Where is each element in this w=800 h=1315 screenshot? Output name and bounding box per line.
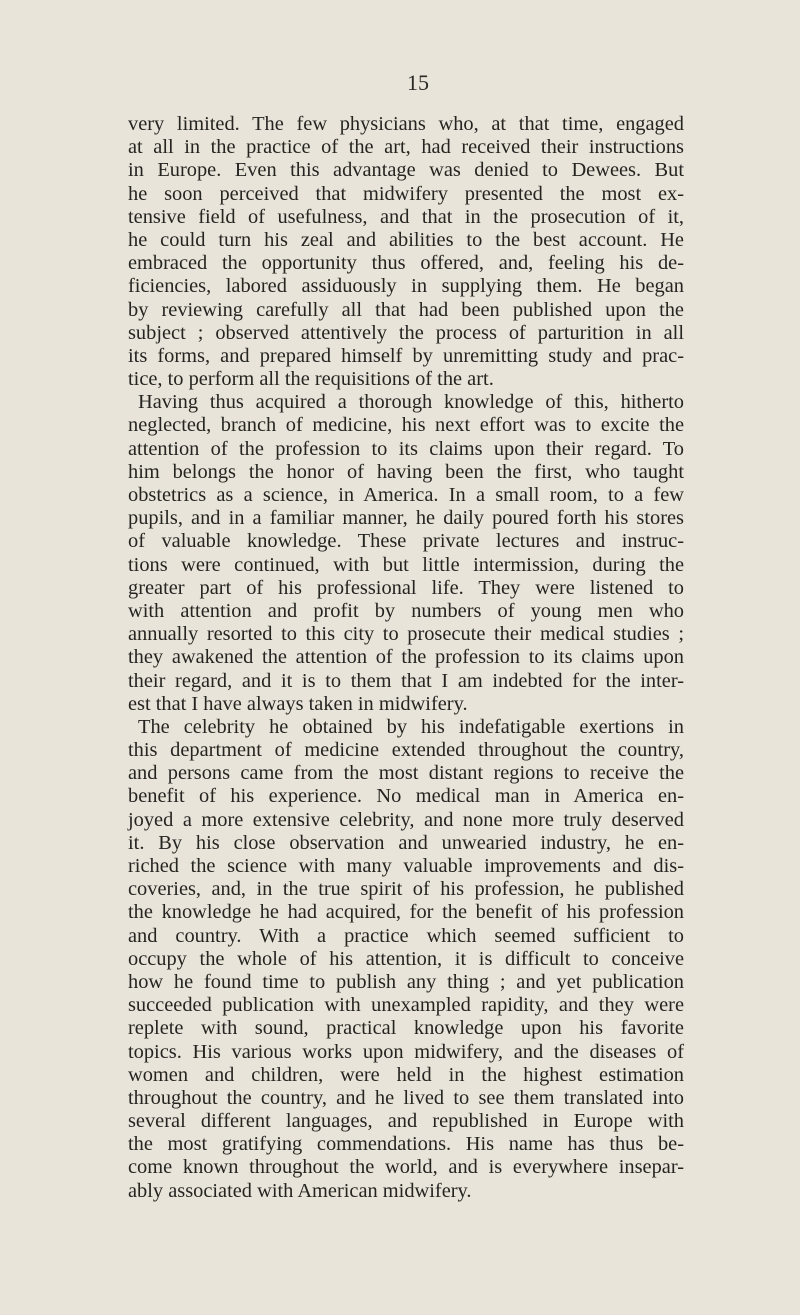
text-line: with attention and profit by numbers of young men who <box>128 599 684 622</box>
text-line: est that I have always taken in midwifery. <box>128 692 468 715</box>
text-line: obstetrics as a science, in America. In a small room, to a few <box>128 484 684 506</box>
text-line: come known throughout the world, and is everywhere insepar- <box>128 1156 684 1179</box>
text-line: riched the science with many valuable improvements and dis- <box>128 855 684 877</box>
page-number: 15 <box>407 70 429 95</box>
text-line: the knowledge he had acquired, for the benefit of his profession <box>128 901 684 924</box>
text-line: pupils, and in a familiar manner, he daily poured forth his stores <box>128 507 684 530</box>
text-line: in Europe. Even this advantage was denied to Dewees. But <box>128 159 684 182</box>
text-line: joyed a more extensive celebrity, and none more truly deserved <box>128 808 684 831</box>
text-line: benefit of his experience. No medical man in America en- <box>128 785 684 808</box>
text-line: very limited. The few physicians who, at that time, engaged <box>128 113 684 135</box>
text-line: annually resorted to this city to prosecute their medical studies ; <box>128 623 684 646</box>
text-line: embraced the opportunity thus offered, and, feeling his de- <box>128 252 684 275</box>
text-line: attention of the profession to its claims upon their regard. To <box>128 437 684 460</box>
text-line: they awakened the attention of the profession to its claims upon <box>128 646 684 669</box>
text-line: ficiencies, labored assiduously in supplying them. He began <box>128 275 684 298</box>
text-line: at all in the practice of the art, had received their instructions <box>128 136 684 159</box>
text-line: he could turn his zeal and abilities to the best account. He <box>128 228 684 251</box>
text-line: topics. His various works upon midwifery, and the diseases of <box>128 1040 684 1063</box>
text-line: several different languages, and republished in Europe with <box>128 1110 684 1133</box>
text-line: Having thus acquired a thorough knowledge of this, hitherto <box>138 391 684 414</box>
text-line: replete with sound, practical knowledge upon his favorite <box>128 1017 684 1040</box>
text-line: neglected, branch of medicine, his next effort was to excite the <box>128 414 684 437</box>
body-text <box>128 113 684 1203</box>
text-line: and persons came from the most distant regions to receive the <box>128 762 684 785</box>
text-line: tions were continued, with but little intermission, during the <box>128 553 684 576</box>
text-line: subject ; observed attentively the process of parturition in all <box>128 321 684 344</box>
text-line: it. By his close observation and unwearied industry, he en- <box>128 831 684 854</box>
text-line: and country. With a practice which seemed sufficient to <box>128 924 684 947</box>
text-line: women and children, were held in the highest estimation <box>128 1063 684 1086</box>
text-line: by reviewing carefully all that had been published upon the <box>128 298 684 321</box>
text-line: occupy the whole of his attention, it is difficult to conceive <box>128 947 684 970</box>
text-line: coveries, and, in the true spirit of his profession, he published <box>128 878 684 901</box>
text-line: succeeded publication with unexampled rapidity, and they were <box>128 994 684 1017</box>
text-line: greater part of his professional life. They were listened to <box>128 576 684 599</box>
text-line: tice, to perform all the requisitions of the art. <box>128 368 494 391</box>
text-line: how he found time to publish any thing ; and yet publication <box>128 970 684 993</box>
text-line: he soon perceived that midwifery presented the most ex- <box>128 182 684 205</box>
text-line: him belongs the honor of having been the first, who taught <box>128 460 684 483</box>
text-line: tensive field of usefulness, and that in the prosecution of it, <box>128 205 684 228</box>
text-line: ably associated with American midwifery. <box>128 1179 472 1202</box>
text-line: of valuable knowledge. These private lectures and instruc- <box>128 530 684 553</box>
text-line: its forms, and prepared himself by unremitting study and prac- <box>128 344 684 367</box>
text-line: The celebrity he obtained by his indefatigable exertions in <box>138 715 684 738</box>
text-line: throughout the country, and he lived to see them translated into <box>128 1086 684 1109</box>
text-line: their regard, and it is to them that I am indebted for the inter- <box>128 669 684 692</box>
text-line: this department of medicine extended throughout the country, <box>128 739 684 762</box>
text-line: the most gratifying commendations. His name has thus be- <box>128 1133 684 1156</box>
